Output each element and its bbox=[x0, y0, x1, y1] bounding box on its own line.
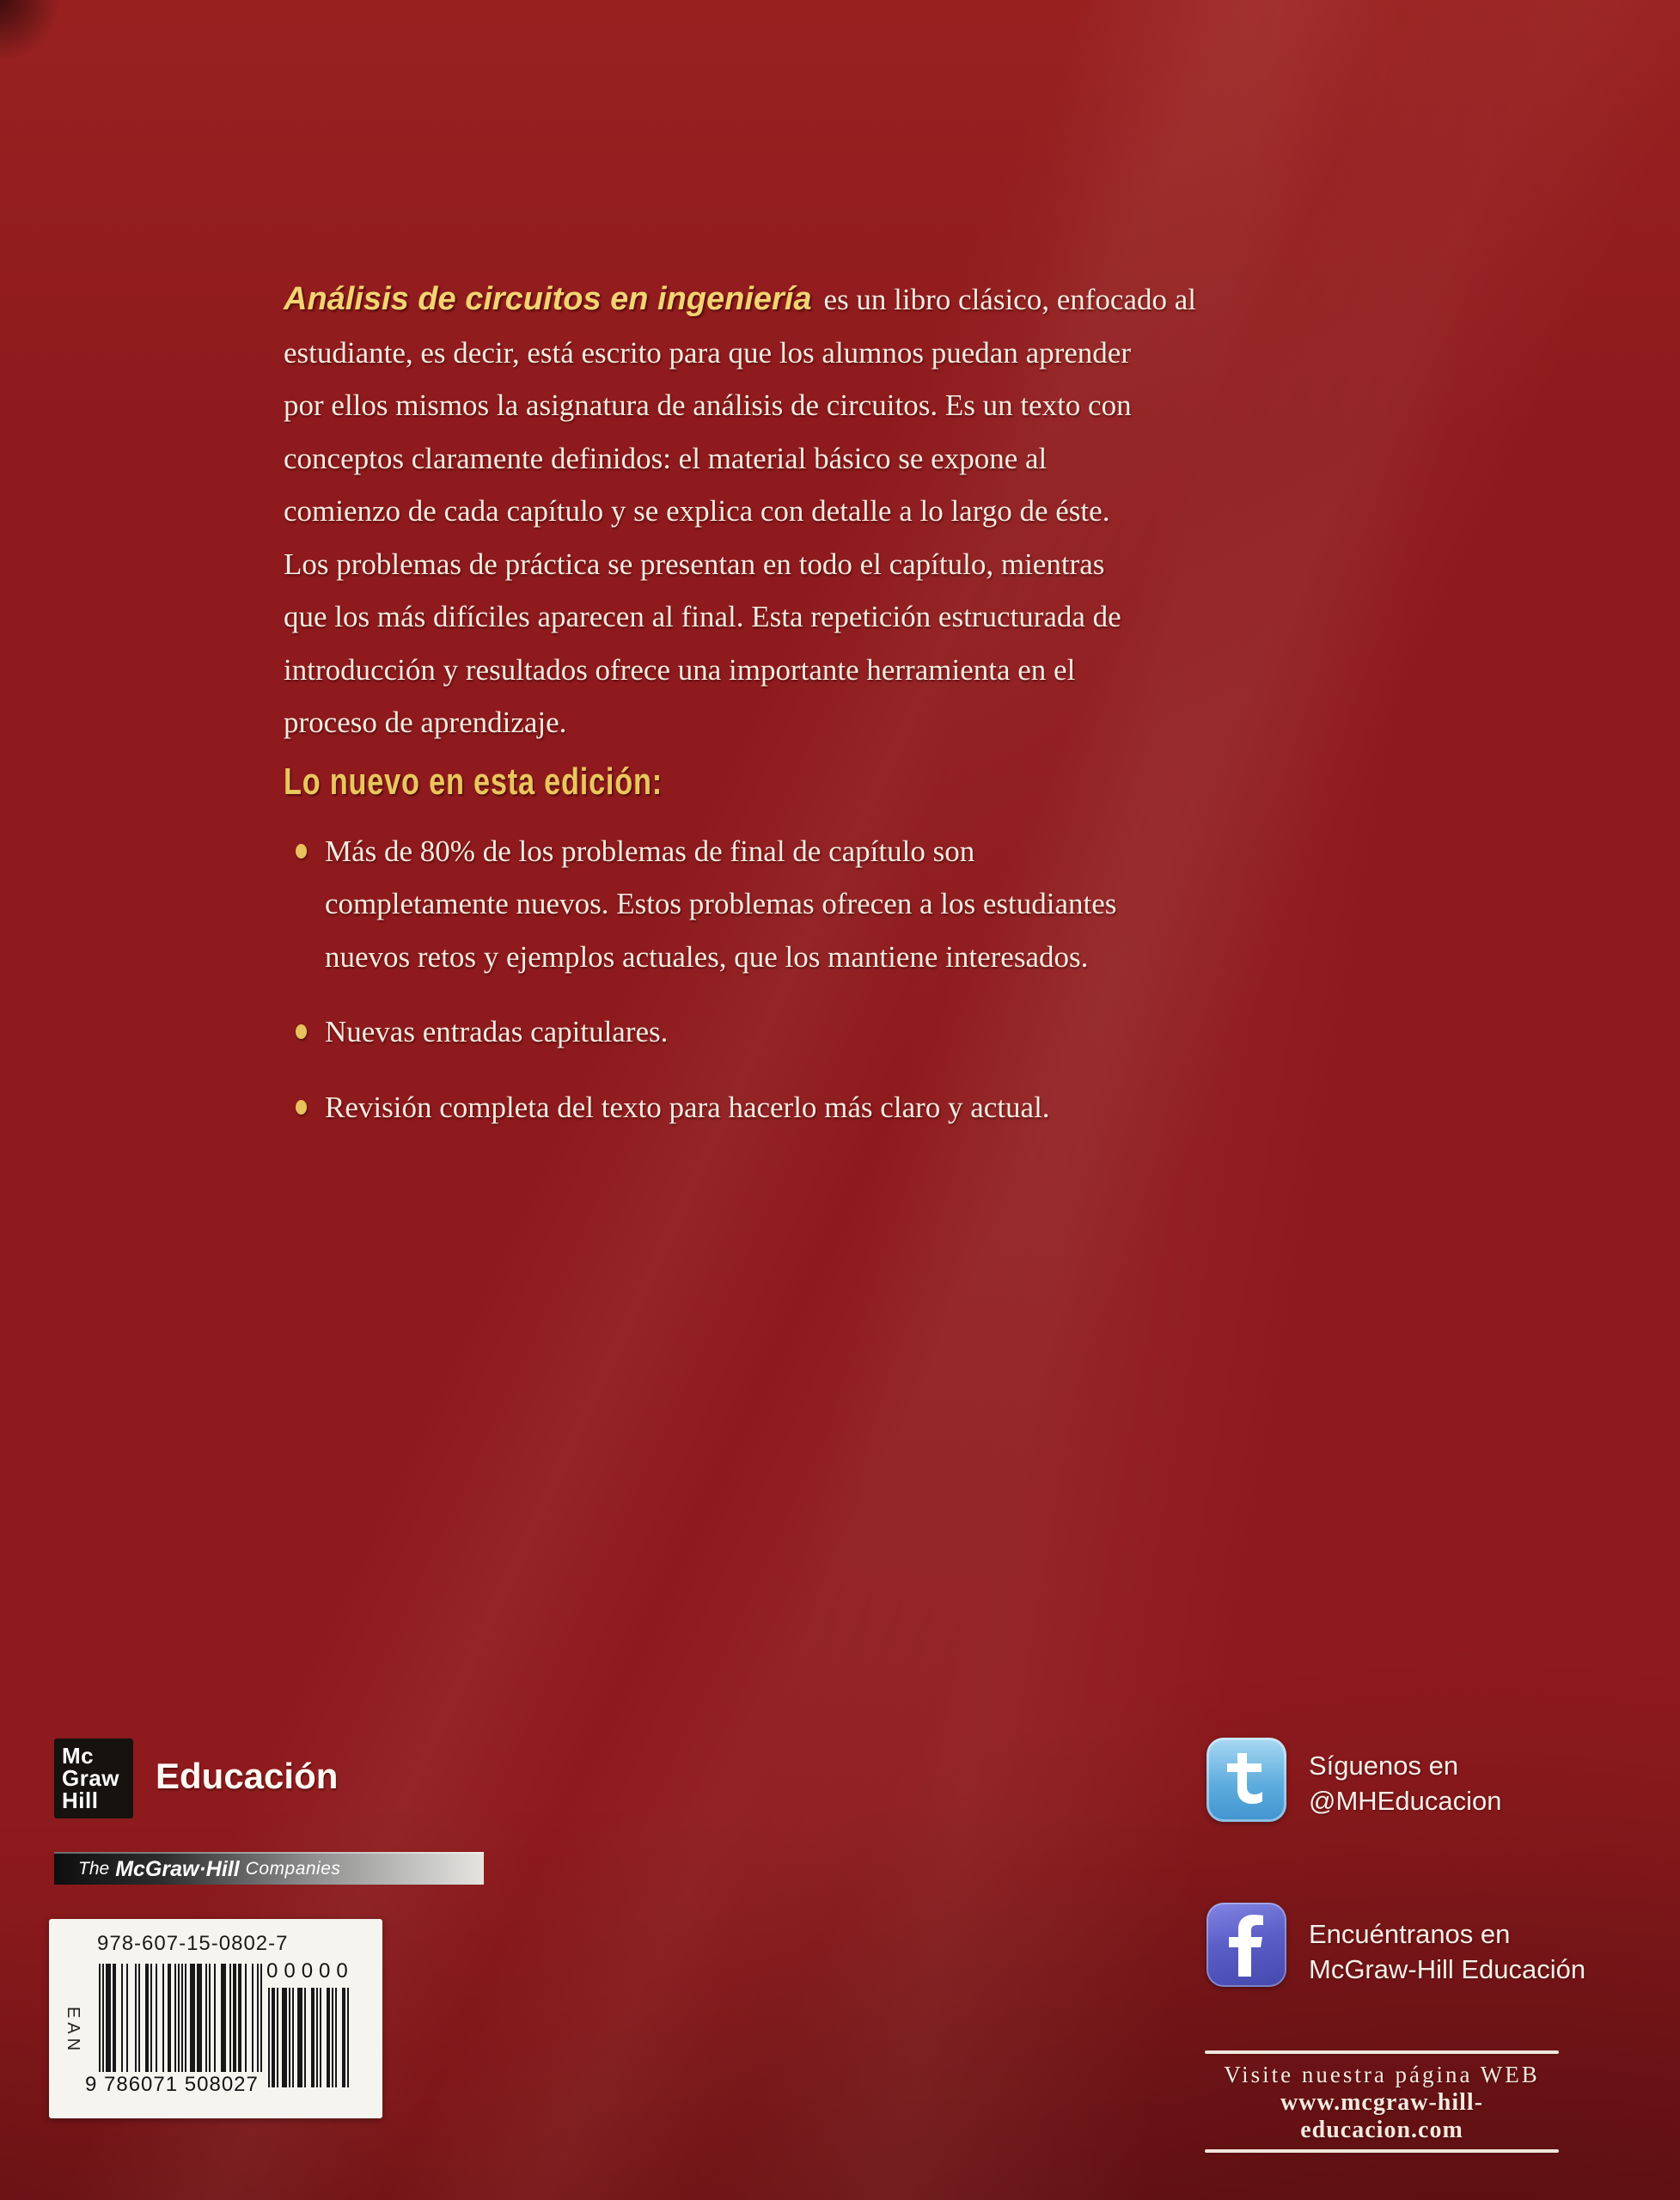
bullet-line: completamente nuevos. Estos problemas ofrecen a los estudiantes bbox=[325, 887, 1117, 920]
isbn-number: 978-607-15-0802-7 bbox=[97, 1932, 289, 1955]
logo-line: Graw bbox=[62, 1765, 120, 1791]
facebook-icon bbox=[1207, 1903, 1286, 1987]
list-item bbox=[284, 1005, 1401, 1059]
bullet-line: Más de 80% de los problemas de final de capítulo son bbox=[325, 834, 975, 868]
publisher-brand: Educación bbox=[156, 1756, 339, 1796]
bullet-dot-icon bbox=[296, 1100, 307, 1115]
facebook-caption-line: McGraw-Hill Educación bbox=[1309, 1954, 1586, 1984]
supplement-digits: 00000 bbox=[266, 1959, 354, 1983]
mcgraw-hill-companies-bar bbox=[54, 1852, 484, 1885]
logo-line: Hill bbox=[62, 1788, 99, 1813]
companies-bar-text: The bbox=[78, 1859, 110, 1879]
bullet-line: nuevos retos y ejemplos actuales, que los mantiene interesados. bbox=[325, 939, 1089, 974]
twitter-caption-line: Síguenos en bbox=[1309, 1751, 1459, 1781]
companies-bar-text: McGraw·Hill bbox=[115, 1856, 240, 1881]
facebook-caption bbox=[1309, 1903, 1585, 1987]
blurb-line bbox=[284, 273, 1401, 327]
blurb-line: por ellos mismos la asignatura de análisis de circuitos. Es un texto con bbox=[284, 388, 1132, 422]
twitter-caption bbox=[1309, 1738, 1501, 1822]
mcgraw-hill-logo bbox=[54, 1739, 133, 1818]
blurb-line: estudiante, es decir, está escrito para que los alumnos puedan aprender bbox=[284, 335, 1131, 370]
list-item bbox=[284, 1081, 1401, 1134]
logo-line: Mc bbox=[62, 1743, 95, 1769]
website-box bbox=[1205, 2050, 1559, 2153]
companies-bar-text: Companies bbox=[245, 1859, 341, 1879]
blurb-line: proceso de aprendizaje. bbox=[284, 706, 567, 739]
divider bbox=[1205, 2050, 1559, 2054]
ean-label: EAN bbox=[64, 2006, 82, 2056]
bullet-line: Nuevas entradas capitulares. bbox=[325, 1015, 669, 1048]
blurb-line: comienzo de cada capítulo y se explica con detalle a lo largo de éste. bbox=[284, 494, 1110, 528]
isbn-barcode-label bbox=[49, 1919, 382, 2118]
supplement-barcode bbox=[266, 1988, 349, 2087]
blurb-line: Los problemas de práctica se presentan en todo el capítulo, mientras bbox=[284, 547, 1105, 581]
twitter-handle: @MHEducacion bbox=[1309, 1786, 1502, 1816]
book-title: Análisis de circuitos en ingeniería bbox=[284, 281, 812, 317]
blurb-section bbox=[284, 273, 1401, 1134]
divider bbox=[1205, 2149, 1559, 2153]
facebook-find-block bbox=[1207, 1903, 1585, 1987]
twitter-follow-block bbox=[1207, 1738, 1501, 1822]
new-edition-heading: Lo nuevo en esta edición: bbox=[284, 760, 663, 803]
website-url: www.mcgraw-hill-educacion.com bbox=[1280, 2089, 1484, 2143]
blurb-line: conceptos claramente definidos: el material básico se expone al bbox=[284, 441, 1048, 475]
blurb-line: introducción y resultados ofrece una importante herramienta en el bbox=[284, 652, 1076, 687]
blurb-paragraph bbox=[284, 273, 1401, 749]
list-item bbox=[284, 825, 1401, 984]
new-edition-list bbox=[284, 825, 1401, 1134]
bullet-dot-icon bbox=[296, 1024, 307, 1039]
twitter-icon bbox=[1207, 1738, 1286, 1822]
bullet-dot-icon bbox=[296, 844, 307, 859]
bullet-line: Revisión completa del texto para hacerlo más claro y actual. bbox=[325, 1090, 1050, 1124]
website-caption: Visite nuestra página WEB bbox=[1224, 2062, 1540, 2087]
barcode-digits: 9 786071 508027 bbox=[85, 2073, 259, 2096]
ean13-barcode bbox=[99, 1964, 262, 2072]
blurb-text: es un libro clásico, enfocado al bbox=[823, 283, 1196, 316]
blurb-line: que los más difíciles aparecen al final. Esta repetición estructurada de bbox=[284, 600, 1121, 633]
facebook-caption-line: Encuéntranos en bbox=[1309, 1919, 1511, 1949]
